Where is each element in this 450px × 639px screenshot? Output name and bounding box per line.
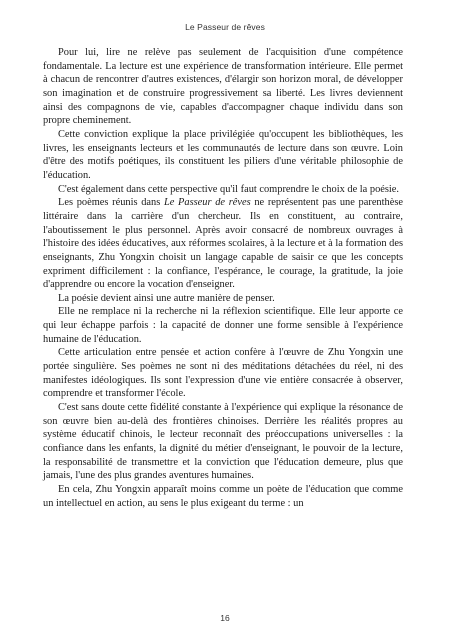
paragraph: La poésie devient ainsi une autre manière de penser. bbox=[58, 292, 275, 304]
paragraph: Pour lui, lire ne relève pas seulement de l'acquisition d'une compétence fondamentale. La lecture est une expérience de transformation intérieure. Elle permet à chacun de rencontrer d'autres existences, d'élargir son horizon moral, de développer son imagination et de construire progressivement sa liberté. Les livres deviennent ainsi des compagnons de vie, capables d'accompagner chaque individu dans son propre cheminement. bbox=[43, 47, 403, 127]
paragraph-with-book-title bbox=[43, 196, 403, 292]
paragraph: C'est également dans cette perspective qu'il faut comprendre le choix de la poésie. bbox=[58, 183, 400, 195]
paragraph: Elle ne remplace ni la recherche ni la réflexion scientifique. Elle leur apporte ce qui leur échappe parfois : la capacité de donner une forme sensible à l'expérience humaine de l'éducation. bbox=[43, 306, 403, 345]
paragraph-text-before-title: Les poèmes réunis dans bbox=[58, 197, 164, 209]
paragraph: Cette articulation entre pensée et action confère à l'œuvre de Zhu Yongxin une portée singulière. Ses poèmes ne sont ni des méditations détachées du réel, ni des manifestes idéologiques. Ils sont l'expression d'une vie entière consacrée à observer, comprendre et transformer l'école. bbox=[43, 347, 403, 400]
book-title: Le Passeur de rêves bbox=[163, 197, 251, 209]
page-number: 16 bbox=[220, 613, 230, 623]
paragraph: C'est sans doute cette fidélité constante à l'expérience qui explique la résonance de son œuvre bien au-delà des frontières chinoises. Derrière les réalités propres au système éducatif chinois, le lecteur reconnaît des préoccupations universelles : la confiance dans les enfants, la dignité du métier d'enseignant, le pouvoir de la lecture, la responsabilité de transmettre et la conviction que l'éducation demeure, plus que jamais, l'une des plus grandes aventures humaines. bbox=[43, 402, 403, 482]
paragraph-text-after-title: ne représentent pas une parenthèse littéraire dans la carrière d'un chercheur. Ils en constituent, au contraire, l'aboutissement le plus personnel. Après avoir consacré de nombreux ouvrages à l'histoire des idées éducatives, aux réformes scolaires, à la lecture et à la formation des enseignants, Zhu Yongxin choisit un langage capable de saisir ce que les concepts expriment difficilement : la confiance, l'espérance, le courage, la gratitude, la joie d'apprendre ou encore la vocation d'enseigner. bbox=[43, 197, 403, 291]
paragraph: En cela, Zhu Yongxin apparaît moins comme un poète de l'éducation que comme un intellectuel en action, au sens le plus exigeant du terme : un bbox=[43, 484, 403, 509]
paragraph: Cette conviction explique la place privilégiée qu'occupent les bibliothèques, les livres, les enseignants lecteurs et les communautés de lecture dans son œuvre. Loin d'être des motifs poétiques, ils constituent les piliers d'une véritable philosophie de l'éducation. bbox=[43, 128, 403, 181]
body-text bbox=[43, 46, 403, 510]
running-header: Le Passeur de rêves bbox=[185, 22, 265, 32]
